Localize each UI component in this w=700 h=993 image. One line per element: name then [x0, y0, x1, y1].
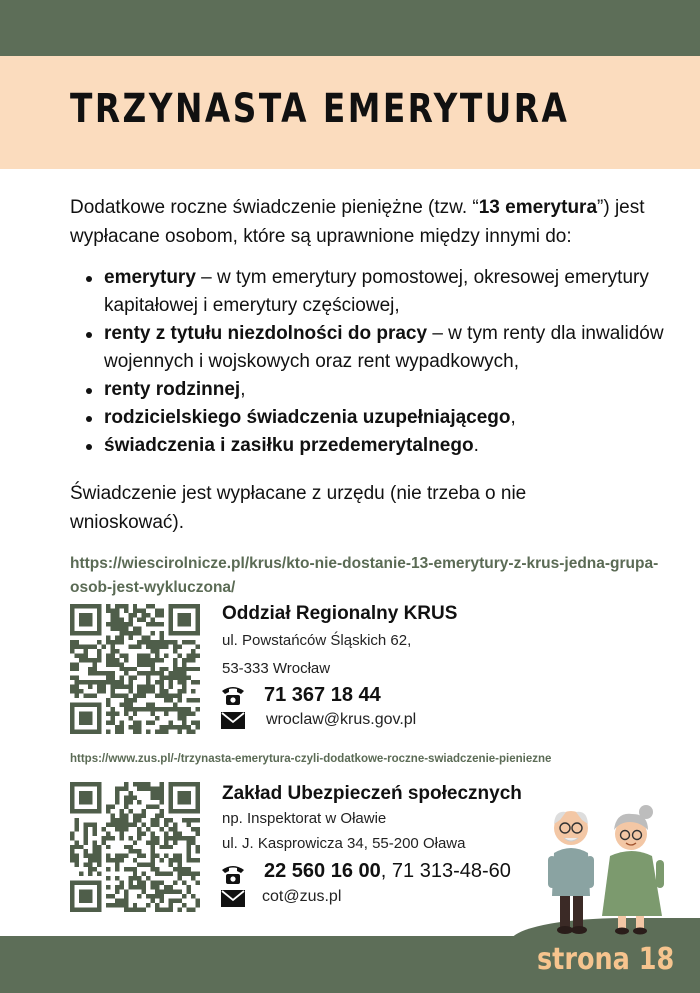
krus-address-line1: ul. Powstańców Śląskich 62,	[222, 632, 412, 649]
mail-icon	[221, 712, 245, 729]
krus-address-line2: 53-333 Wrocław	[222, 660, 331, 677]
list-item-bold: emerytury	[104, 267, 196, 288]
entitlement-list	[70, 264, 690, 460]
list-item	[70, 432, 690, 460]
krus-qr-code-icon	[70, 604, 200, 734]
list-item	[70, 320, 690, 376]
list-item-bold: rodzicielskiego świadczenia uzupełniającego	[104, 407, 511, 428]
intro-paragraph	[70, 193, 670, 251]
top-band	[0, 0, 700, 56]
intro-part1: Dodatkowe roczne świadczenie pieniężne (tzw. “	[70, 197, 479, 218]
krus-office-name: Oddział Regionalny KRUS	[222, 603, 458, 624]
mail-icon	[221, 890, 245, 907]
zus-article-link[interactable]: https://www.zus.pl/-/trzynasta-emerytura-czyli-dodatkowe-roczne-swiadczenie-pieniezne	[70, 753, 552, 765]
krus-article-link[interactable]: https://wiescirolnicze.pl/krus/kto-nie-dostanie-13-emerytury-z-krus-jedna-grupa-osob-jest-wykluczona/	[70, 555, 659, 596]
list-item-bold: świadczenia i zasiłku przedemerytalnego	[104, 435, 474, 456]
list-item-text: .	[473, 435, 479, 456]
zus-phone-main: 22 560 16 00	[264, 860, 381, 882]
page-number: strona 18	[537, 942, 675, 977]
qr-modules	[70, 782, 200, 912]
zus-phone[interactable]	[264, 860, 511, 883]
elderly-couple-illustration-icon	[540, 798, 675, 938]
zus-email[interactable]: cot@zus.pl	[262, 888, 342, 905]
page-title: TRZYNASTA EMERYTURA	[70, 86, 570, 132]
list-item	[70, 404, 690, 432]
zus-office-name: Zakład Ubezpieczeń społecznych	[222, 783, 522, 804]
list-item-bold: renty rodzinnej	[104, 379, 241, 400]
list-item-text: ,	[510, 407, 516, 428]
krus-email[interactable]: wroclaw@krus.gov.pl	[266, 711, 417, 728]
paragraph-automatic-payment: Świadczenie jest wypłacane z urzędu (nie trzeba o nie wnioskować).	[70, 483, 527, 533]
phone-icon	[220, 684, 246, 706]
qr-modules	[70, 604, 200, 734]
krus-phone-number: 71 367 18 44	[264, 684, 381, 706]
list-item-text: – w tym emerytury pomostowej, okresowej emerytury kapitałowej i emerytury częściowej,	[104, 267, 649, 316]
krus-phone[interactable]	[264, 684, 381, 707]
list-item-text: – w tym renty dla inwalidów wojennych i wojskowych oraz rent wypadkowych,	[104, 323, 664, 372]
list-item	[70, 376, 690, 404]
list-item-bold: renty z tytułu niezdolności do pracy	[104, 323, 428, 344]
zus-address-line1: np. Inspektorat w Oławie	[222, 810, 387, 827]
phone-icon	[220, 863, 246, 885]
list-item-text: ,	[240, 379, 246, 400]
zus-phone-alt: , 71 313-48-60	[380, 860, 511, 882]
intro-part2: ”) jest wypłacane osobom, które są uprawnione między innymi do:	[70, 197, 645, 247]
list-item	[70, 264, 690, 320]
intro-bold: 13 emerytura	[478, 197, 598, 218]
zus-qr-code-icon	[70, 782, 200, 912]
zus-address-line2: ul. J. Kasprowicza 34, 55-200 Oława	[222, 835, 466, 852]
